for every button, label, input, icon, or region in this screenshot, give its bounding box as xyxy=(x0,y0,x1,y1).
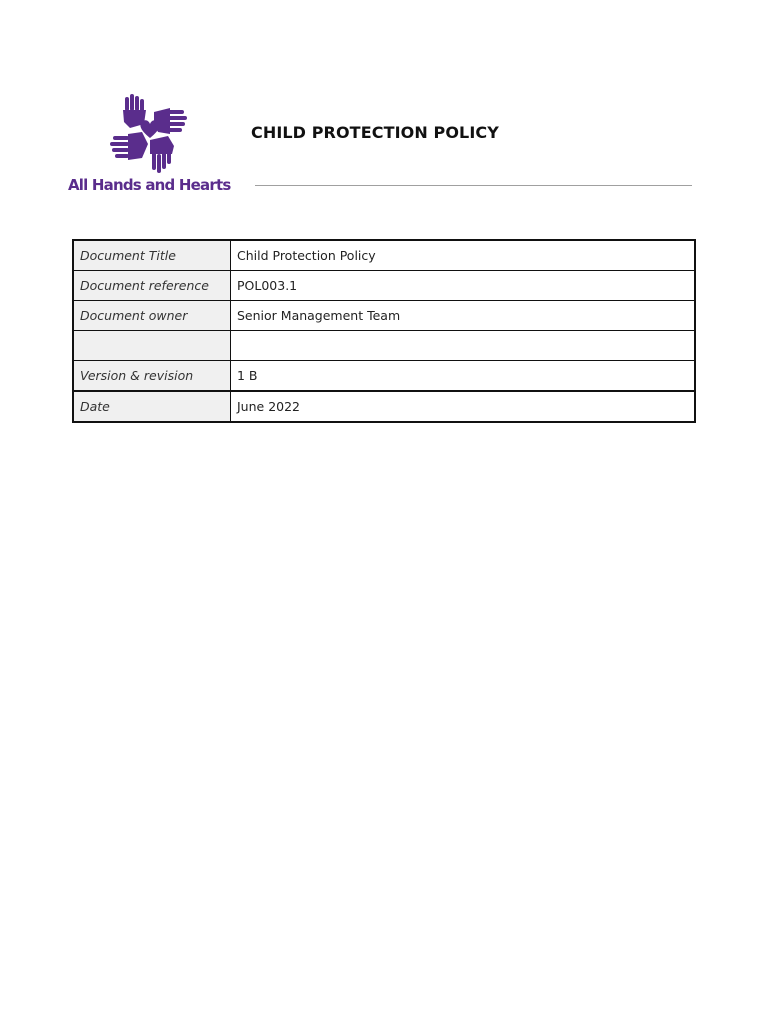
row-value xyxy=(231,331,696,361)
table-row xyxy=(73,391,695,422)
row-value: Child Protection Policy xyxy=(231,240,696,271)
organization-logo xyxy=(68,94,232,204)
row-value: Senior Management Team xyxy=(231,301,696,331)
row-label: Date xyxy=(73,391,231,422)
row-value: June 2022 xyxy=(231,391,696,422)
table-row xyxy=(73,331,695,361)
row-label: Document Title xyxy=(73,240,231,271)
page-title: CHILD PROTECTION POLICY xyxy=(251,123,499,142)
table-row xyxy=(73,361,695,392)
table-row xyxy=(73,240,695,271)
logo-wordmark: All Hands and Hearts xyxy=(68,176,231,194)
row-value: POL003.1 xyxy=(231,271,696,301)
row-label xyxy=(73,331,231,361)
row-label: Document owner xyxy=(73,301,231,331)
hands-heart-icon xyxy=(110,94,190,174)
table-row xyxy=(73,271,695,301)
row-value: 1 B xyxy=(231,361,696,392)
row-label: Version & revision xyxy=(73,361,231,392)
table-row xyxy=(73,301,695,331)
document-info-table xyxy=(72,239,696,423)
row-label: Document reference xyxy=(73,271,231,301)
header-divider xyxy=(255,185,692,186)
